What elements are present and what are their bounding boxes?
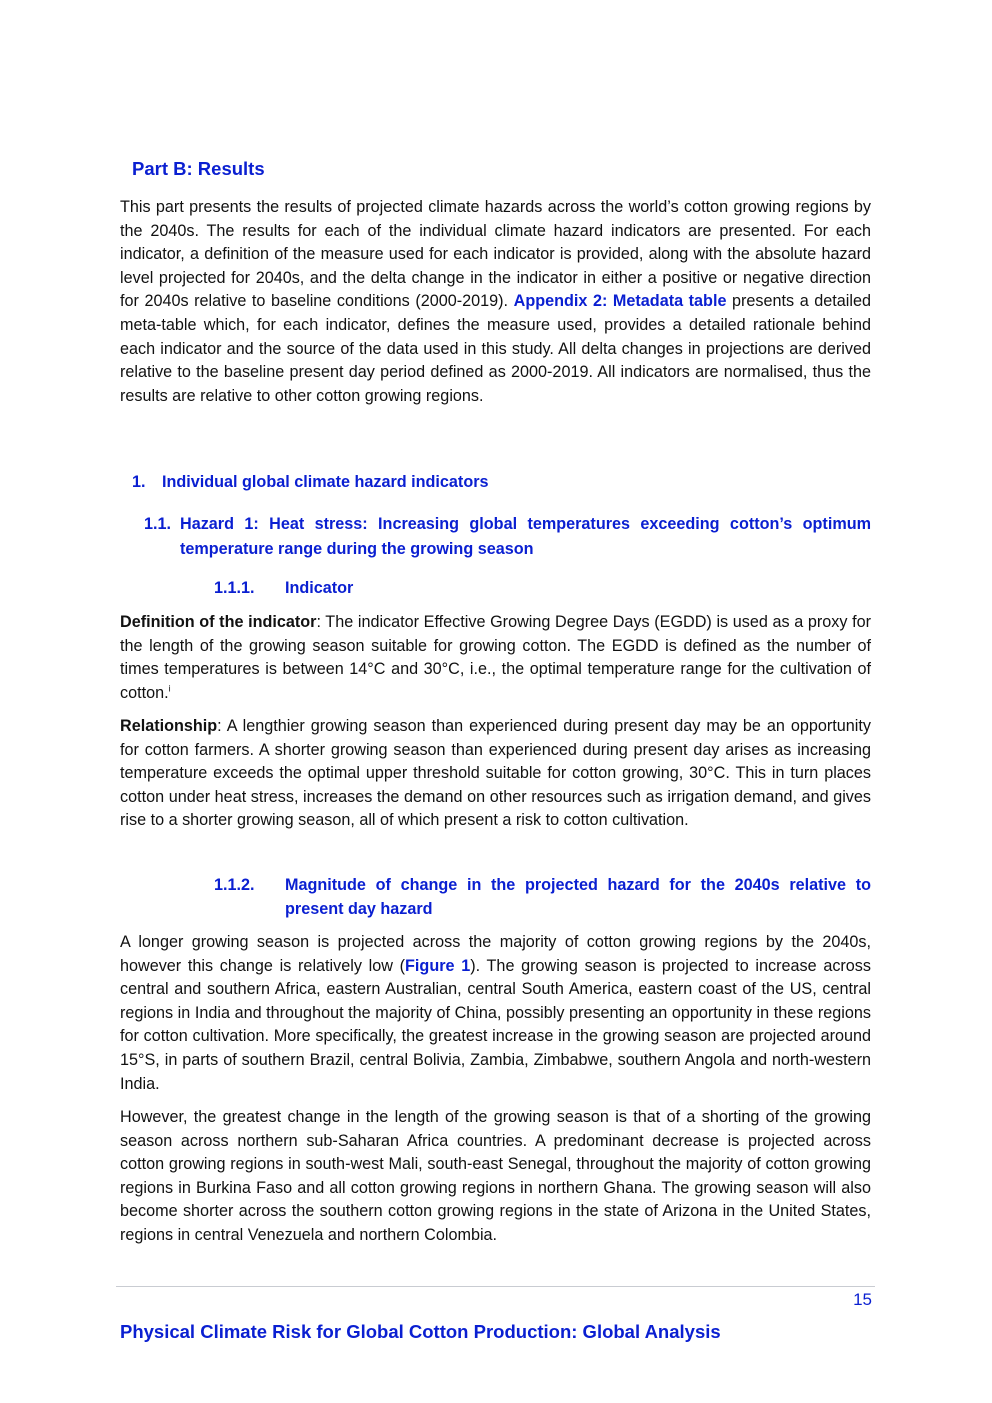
section-heading-1-1-2 (214, 873, 871, 921)
relationship-paragraph (120, 715, 871, 833)
section-heading-1 (132, 473, 489, 492)
section-heading-1-1-1 (214, 576, 353, 600)
longer-text-2: ). The growing season is projected to increase across central and southern Africa, eastern Australian, central South America, eastern coast of the US, central regions in India and throughout the majority of China, possibly presenting an opportunity in these regions for cotton cultivation. More specifically, the greatest increase in the growing season are projected around 15°S, in parts of southern Brazil, central Bolivia, Zambia, Zimbabwe, southern Angola and north-western India. (120, 956, 871, 1093)
longer-season-paragraph (120, 931, 871, 1096)
section-number: 1.1.2. (214, 876, 255, 894)
section-number: 1.1. (144, 515, 172, 533)
section-title: Individual global climate hazard indicators (162, 473, 489, 491)
shorter-season-paragraph: However, the greatest change in the length of the growing season is that of a shorting of the growing season across northern sub-Saharan Africa countries. A predominant decrease is projected across cotton growing regions in south-west Mali, south-east Senegal, throughout the majority of cotton growing regions in Burkina Faso and all cotton growing regions in northern Ghana. The growing season will also become shorter across the southern cotton growing regions in the state of Arizona in the United States, regions in central Venezuela and northern Colombia. (120, 1108, 871, 1244)
figure-1-link[interactable]: Figure 1 (405, 956, 471, 975)
section-title: Magnitude of change in the projected hazard for the 2040s relative to present day hazard (285, 876, 871, 918)
part-heading: Part B: Results (132, 158, 265, 179)
section-title: Hazard 1: Heat stress: Increasing global temperatures exceeding cotton’s optimum temperature range during the growing season (180, 515, 871, 558)
section-title: Indicator (285, 579, 354, 597)
section-number: 1. (132, 473, 146, 491)
definition-text: : The indicator Effective Growing Degree Days (EGDD) is used as a proxy for the length of the growing season suitable for growing cotton. The EGDD is defined as the number of times temperatures is between 14°C and 30°C, i.e., the optimal temperature range for the cultivation of cotton. (120, 613, 871, 702)
section-heading-1-1 (144, 512, 871, 562)
footer-title: Physical Climate Risk for Global Cotton Production: Global Analysis (120, 1321, 721, 1342)
relationship-label: Relationship (120, 717, 218, 735)
relationship-text: : A lengthier growing season than experienced during present day may be an opportunity for cotton farmers. A shorter growing season than experienced during present day arises as increasing temperature exceeds the optimal upper threshold suitable for cotton growing, 30°C. This in turn places cotton under heat stress, increases the demand on other resources such as irrigation demand, and gives rise to a shorter growing season, all of which present a risk to cotton cultivation. (120, 717, 871, 830)
definition-label: Definition of the indicator (120, 613, 317, 631)
footnote-marker[interactable]: i (168, 683, 171, 694)
definition-paragraph (120, 611, 871, 705)
section-number: 1.1.1. (214, 579, 255, 597)
intro-paragraph (120, 196, 871, 408)
appendix-link[interactable]: Appendix 2: Metadata table (513, 292, 727, 311)
intro-text-2: presents a detailed meta-table which, for each indicator, defines the measure used, provides a detailed rationale behind each indicator and the source of the data used in this study. All delta changes in projections are derived relative to the baseline present day period defined as 2000-2019. All indicators are normalised, thus the results are relative to other cotton growing regions. (120, 292, 871, 405)
longer-text-1: A longer growing season is projected across the majority of cotton growing regions by the 2040s, however this change is relatively low ( (120, 933, 871, 975)
intro-text-1: This part presents the results of projected climate hazards across the world’s cotton growing regions by the 2040s. The results for each of the individual climate hazard indicators are presented. For each indicator, a definition of the measure used for each indicator is provided, along with the absolute hazard level projected for 2040s, and the delta change in the indicator in either a positive or negative direction for 2040s relative to baseline conditions (2000-2019). (120, 198, 871, 311)
page-number: 15 (853, 1290, 872, 1309)
footer-divider (116, 1286, 875, 1287)
